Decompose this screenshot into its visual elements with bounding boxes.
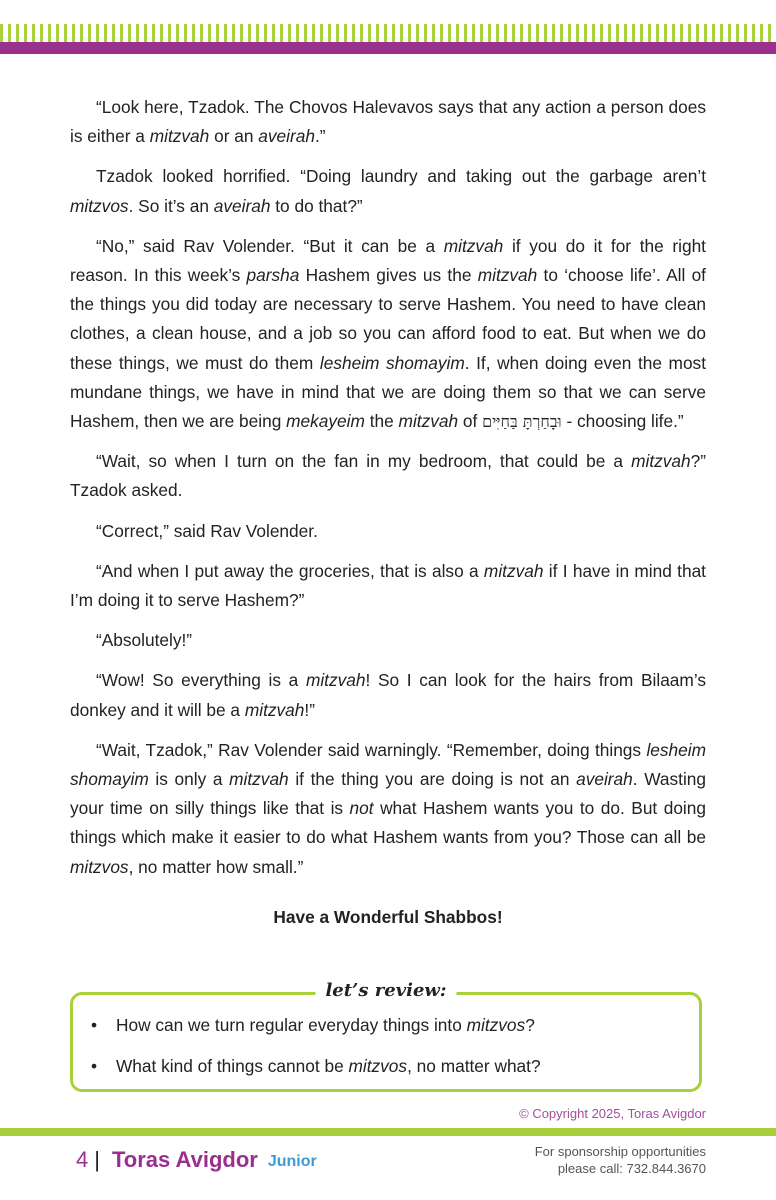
italic-term: mitzvah [305, 670, 366, 691]
italic-term: parsha [246, 265, 300, 286]
review-question [91, 1056, 699, 1076]
text-run: - choosing life.” [561, 411, 684, 432]
brand-subtitle: Junior [267, 1153, 317, 1170]
text-run: . If, when doing even the most mundane things, we have in mind that we are doing them so that we can serve Hashem, then we are being [70, 352, 706, 432]
text-run: “Wait, so when I turn on the fan in my bedroom, that could be a [96, 451, 632, 472]
italic-term: mitzvah [631, 451, 691, 472]
text-run: if I have in mind that I’m doing it to serve Hashem?” [70, 560, 706, 611]
text-run: ? [525, 1015, 535, 1035]
story-body [70, 93, 706, 930]
story-paragraph [70, 666, 706, 724]
text-run: if the thing you are doing is not an [288, 769, 577, 790]
bottom-color-bar [0, 1128, 776, 1136]
sponsorship-info [535, 1143, 706, 1177]
italic-term: mitzvah [483, 560, 544, 581]
text-run: Hashem gives us the [299, 265, 478, 286]
text-run: or an [209, 126, 259, 147]
story-paragraph [70, 557, 706, 615]
story-paragraph [70, 517, 706, 546]
story-paragraph [70, 232, 706, 436]
text-run: “Absolutely!” [96, 630, 193, 651]
italic-term: mekayeim [286, 411, 365, 432]
story-paragraph [70, 626, 706, 655]
italic-term: mitzvah [443, 235, 504, 256]
text-run: What kind of things cannot be [116, 1056, 349, 1076]
italic-term: aveirah [258, 126, 315, 147]
italic-term: lesheim shomayim [70, 739, 706, 790]
paragraph-list [70, 93, 706, 882]
text-run: to do that?” [270, 195, 363, 216]
brand-name: Toras Avigdor [111, 1147, 258, 1172]
text-run: “Look here, Tzadok. The Chovos Halevavos says that any action a person does is either a [70, 97, 706, 147]
text-run: How can we turn regular everyday things into [116, 1015, 467, 1035]
sponsorship-phone: please call: 732.844.3670 [557, 1161, 706, 1176]
text-run: “And when I put away the groceries, that is also a [96, 560, 484, 581]
text-run: . Wasting your time on silly things like that is [70, 769, 707, 819]
italic-term: mitzvah [149, 126, 210, 147]
text-run: is only a [148, 769, 230, 790]
italic-term: not [349, 798, 374, 819]
italic-term: aveirah [576, 769, 633, 790]
text-run: what Hashem wants you to do. But doing things which make it easier to do what Hashem wants from you? Those can all be [70, 798, 706, 848]
text-run: !” [304, 699, 315, 720]
story-paragraph [70, 736, 706, 882]
text-run: , no matter how small.” [128, 856, 304, 877]
text-run: “No,” said Rav Volender. “But it can be a [96, 235, 444, 256]
bullet-icon: • [91, 1056, 98, 1076]
italic-term: mitzvos [348, 1056, 408, 1076]
top-stripe-decoration [0, 24, 776, 42]
text-run: ! So I can look for the hairs from Bilaam’s donkey and it will be a [70, 670, 706, 720]
page-number: 4 [76, 1147, 89, 1172]
italic-term: mitzvah [229, 769, 289, 790]
review-box [70, 980, 702, 1092]
text-run: if you do it for the right reason. In this week’s [70, 235, 706, 286]
copyright-notice: © Copyright 2025, Toras Avigdor [519, 1106, 706, 1121]
text-run: “Wait, Tzadok,” Rav Volender said warningly. “Remember, doing things [96, 739, 647, 760]
italic-term: mitzvos [466, 1015, 526, 1035]
text-run: Tzadok looked horrified. “Doing laundry and taking out the garbage aren’t [96, 166, 706, 187]
sponsorship-line: For sponsorship opportunities [534, 1144, 706, 1159]
review-question [91, 1015, 699, 1035]
text-run: .” [314, 126, 326, 147]
italic-term: mitzvah [477, 265, 538, 286]
text-run: “Wow! So everything is a [96, 670, 306, 691]
story-paragraph [70, 162, 706, 220]
italic-term: mitzvos [70, 856, 129, 877]
review-question-list [73, 995, 699, 1076]
text-run: to ‘choose life’. All of the things you did today are necessary to serve Hashem. You need to have clean clothes, a clean house, and a job so you can afford food to eat. But when we do these things, we must do them [70, 265, 706, 373]
hebrew-text: וּבָחַרְתָּ בַּחַיִּים [482, 412, 562, 432]
text-run: of [458, 411, 483, 432]
text-run: “Correct,” said Rav Volender. [96, 520, 318, 541]
text-run: . So it’s an [128, 195, 214, 216]
review-title: let’s review: [315, 980, 456, 1001]
bullet-icon: • [91, 1015, 98, 1035]
footer-brand [76, 1145, 317, 1175]
text-run: the [364, 411, 399, 432]
closing-line: Have a Wonderful Shabbos! [273, 906, 503, 927]
italic-term: aveirah [213, 195, 271, 216]
italic-term: mitzvah [244, 699, 305, 720]
italic-term: mitzvos [70, 195, 129, 216]
story-paragraph [70, 447, 706, 505]
footer-divider: | [94, 1147, 100, 1172]
italic-term: lesheim shomayim [319, 352, 465, 373]
text-run: , no matter what? [407, 1056, 541, 1076]
top-color-bar [0, 42, 776, 54]
story-paragraph [70, 93, 706, 151]
italic-term: mitzvah [398, 411, 459, 432]
text-run: ?” Tzadok asked. [70, 451, 706, 501]
